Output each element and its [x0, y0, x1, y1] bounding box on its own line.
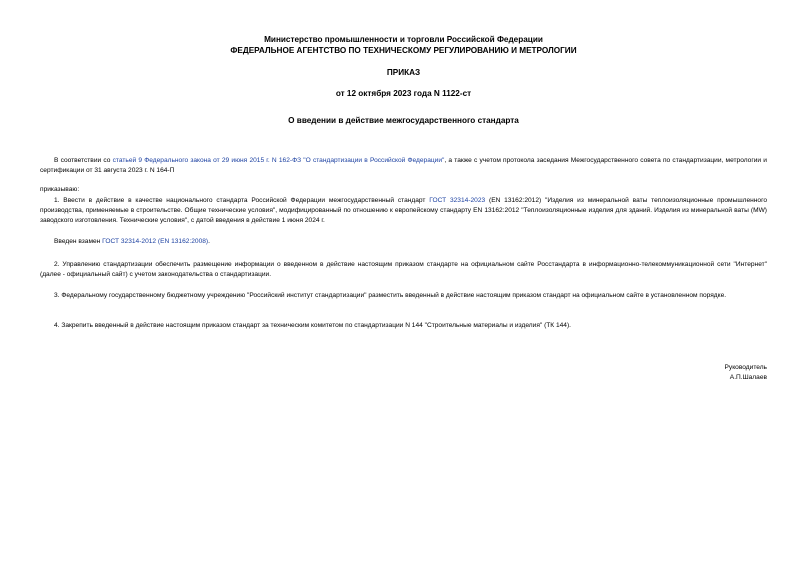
replacement-text-start: Введен взамен	[54, 238, 103, 245]
intro-text-start: В соответствии со	[54, 157, 113, 164]
agency-name: ФЕДЕРАЛЬНОЕ АГЕНТСТВО ПО ТЕХНИЧЕСКОМУ РЕГУЛИРОВАНИЮ И МЕТРОЛОГИИ	[230, 46, 577, 55]
signatory-role: Руководитель	[724, 364, 767, 371]
gost-32314-2012-link[interactable]: ГОСТ 32314-2012 (EN 13162:2008)	[102, 238, 209, 245]
intro-text-end: , а также с учетом протокола заседания Межгосударственного совета по стандартизации, метрологии и сертификации от 31 августа 2023 г. N 164-П	[40, 157, 767, 174]
federal-law-link[interactable]: статьей 9 Федерального закона от 29 июня 2015 г. N 162-ФЗ "О стандартизации в Российской Федерации"	[112, 157, 445, 164]
intro-paragraph	[40, 156, 767, 176]
item-4-paragraph: 4. Закрепить введенный в действие настоящим приказом стандарт за техническим комитетом по стандартизации N 144 "Строительные материалы и изделия" (ТК 144).	[54, 322, 571, 329]
item-1-text-end: (EN 13162:2012) "Изделия из минеральной ваты теплоизоляционные промышленного производства, применяемые в строительстве. Общие технические условия", модифицированный по отношению к европейскому стандарту EN 13162:2012 "Теплоизоляционные изделия для зданий. Изделия из минеральной ваты (MW) заводского изготовления. Технические условия", с датой введения в действие 1 июня 2024 г.	[40, 197, 768, 224]
item-1-text-start: 1. Ввести в действие в качестве национального стандарта Российской Федерации межгосударственный стандарт	[54, 197, 430, 204]
gost-32314-2023-link[interactable]: ГОСТ 32314-2023	[429, 197, 486, 204]
ministry-name: Министерство промышленности и торговли Российской Федерации	[264, 35, 543, 44]
order-date: от 12 октября 2023 года N 1122-ст	[335, 89, 472, 98]
order-title: ПРИКАЗ	[386, 68, 421, 77]
item-2-paragraph: 2. Управлению стандартизации обеспечить размещение информации о введенном в действие настоящим приказом стандарте на официальном сайте Росстандарта в информационно-телекоммуникационной сети "Интернет" (далее - официальный сайт) с учетом законодательства о стандартизации.	[40, 261, 767, 278]
item-3-paragraph: 3. Федеральному государственному бюджетному учреждению "Российский институт стандартизации" разместить введенный в действие настоящим приказом стандарт на официальном сайте в установленном порядке.	[54, 292, 727, 299]
order-subject: О введении в действие межгосударственного стандарта	[288, 116, 519, 125]
replacement-paragraph	[40, 237, 767, 247]
replacement-text-end: .	[208, 238, 210, 245]
item-1-paragraph	[40, 196, 767, 226]
decree-word: приказываю:	[40, 186, 80, 193]
signatory-name: А.П.Шалаев	[729, 374, 767, 381]
